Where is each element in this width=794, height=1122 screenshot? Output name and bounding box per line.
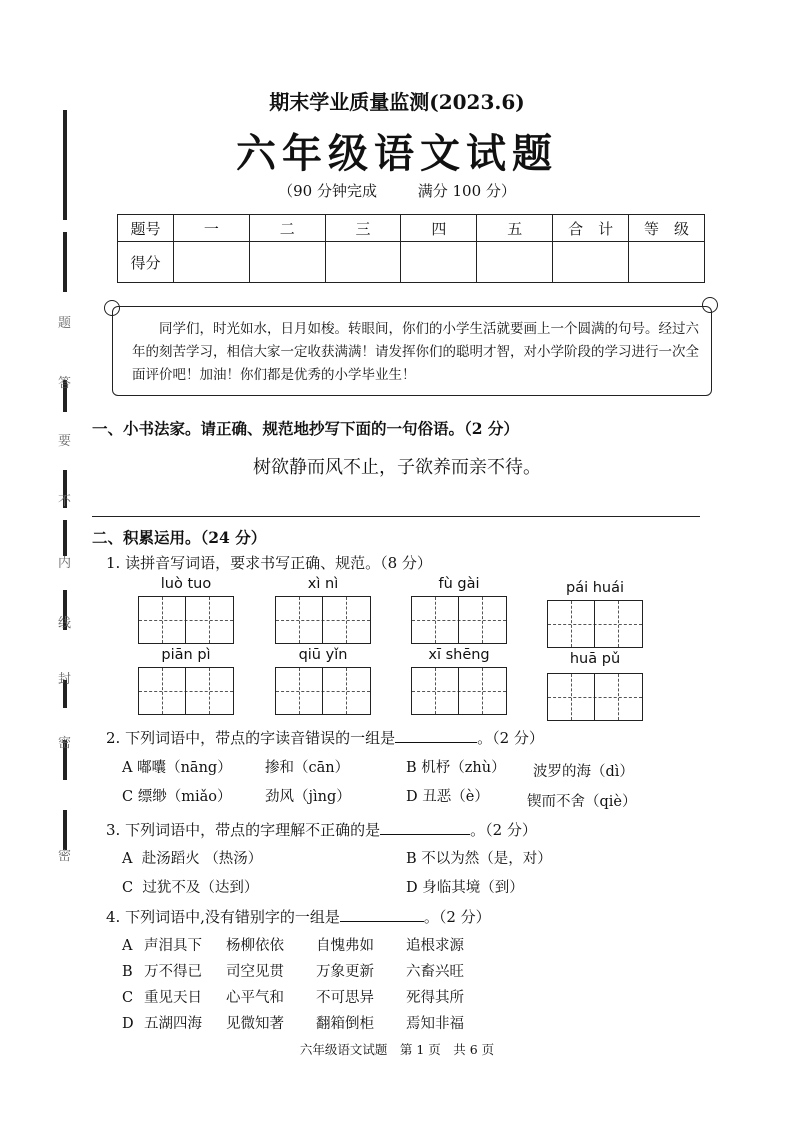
duration: （90 分钟完成 (278, 182, 377, 200)
q3-option-d: D 身临其境（到） (406, 880, 524, 896)
pinyin-label: huā pǔ (569, 651, 621, 667)
pinyin-label: pái huái (565, 580, 625, 596)
page-title: 六年级语文试题 (236, 130, 558, 177)
q2-option-a: A 嘟囔（nāng） (122, 760, 232, 776)
q2-stem-text: 2. 下列词语中，带点的字读音错误的一组是 (106, 729, 396, 747)
q1-stem: 1. 读拼音写词语，要求书写正确、规范。（8 分） (106, 554, 432, 572)
score-cell[interactable] (477, 242, 553, 283)
binding-char: 不 (58, 494, 72, 509)
section-1-heading: 一、小书法家。请正确、规范地抄写下面的一句俗语。（2 分） (92, 419, 519, 438)
section-2-heading: 二、积累运用。（24 分） (92, 528, 267, 547)
writing-grid[interactable] (138, 596, 234, 644)
q3-stem-text: 3. 下列词语中，带点的字理解不正确的是 (106, 821, 381, 839)
writing-grid[interactable] (411, 667, 507, 715)
score-header-cell: 四 (401, 215, 477, 242)
score-cell[interactable] (173, 242, 249, 283)
page-footer: 六年级语文试题 第 1 页 共 6 页 (299, 1042, 495, 1057)
q4-stem-text: 4. 下列词语中,没有错别字的一组是 (106, 908, 340, 926)
q2-option-b: B 机杼（zhù） (406, 760, 506, 776)
pinyin-label: luò tuo (160, 576, 212, 592)
binding-char: 封 (58, 672, 72, 687)
answer-blank[interactable] (340, 907, 424, 922)
proverb: 树欲静而风不止，子欲养而亲不待。 (253, 457, 541, 478)
binding-char: 线 (58, 616, 72, 631)
score-header-cell: 题号 (118, 215, 174, 242)
binding-char: 密 (58, 849, 72, 864)
intro-text: 同学们，时光如水，日月如梭。转眼间，你们的小学生活就要画上一个圆满的句号。经过六年的刻苦学习，相信大家一定收获满满！请发挥你们的聪明才智，对小学阶段的学习进行一次全面评价吧！加油！你们都是优秀的小学毕业生！ (132, 321, 699, 383)
writing-grid[interactable] (547, 600, 643, 648)
score-header-cell: 等 级 (629, 215, 705, 242)
q3-option-b: B 不以为然（是，对） (406, 851, 552, 867)
binding-char: 密 (58, 736, 72, 751)
score-cell[interactable] (629, 242, 705, 283)
full-score: 满分 100 分） (417, 182, 516, 200)
binding-char: 内 (58, 556, 72, 571)
q4-stem (106, 906, 491, 927)
exam-info (0, 180, 794, 201)
writing-grid[interactable] (547, 673, 643, 721)
q2-option-d: D 丑恶（è） (406, 789, 489, 805)
q2-option-c-2: 劲风（jìng） (265, 789, 351, 805)
scroll-curl-right (702, 297, 718, 313)
q3-stem-score: 。（2 分） (470, 821, 537, 839)
writing-line (92, 516, 700, 517)
q2-stem-score: 。（2 分） (477, 729, 544, 747)
binding-char: 题 (58, 316, 72, 331)
pinyin-label: piān pì (161, 647, 211, 663)
q2-stem (106, 727, 544, 748)
score-cell[interactable] (553, 242, 629, 283)
writing-grid[interactable] (275, 596, 371, 644)
score-header-cell: 三 (325, 215, 401, 242)
q4-stem-score: 。（2 分） (423, 908, 491, 926)
pinyin-label: xī shēng (428, 647, 490, 663)
q4-row-c: C 重见天日 心平气和 不可思异 死得其所 (122, 990, 464, 1006)
q4-row-d: D 五湖四海 见微知著 翻箱倒柜 焉知非福 (122, 1016, 464, 1032)
writing-grid[interactable] (138, 667, 234, 715)
q2-option-a-2: 掺和（cān） (265, 760, 350, 776)
writing-grid[interactable] (275, 667, 371, 715)
q2-option-b-2: 波罗的海（dì） (533, 764, 634, 780)
binding-line-5 (63, 520, 67, 556)
answer-blank[interactable] (395, 728, 477, 743)
scroll-curl-left (104, 300, 120, 316)
score-cell[interactable] (401, 242, 477, 283)
q4-row-b: B 万不得已 司空见贯 万象更新 六畜兴旺 (122, 964, 464, 980)
q3-stem (106, 819, 537, 840)
score-header-cell: 二 (249, 215, 325, 242)
q3-option-a: A 赴汤蹈火 （热汤） (122, 851, 263, 867)
exam-name: 期末学业质量监测(2023.6) (269, 90, 525, 114)
binding-char: 答 (58, 376, 72, 391)
binding-char: 要 (58, 434, 72, 449)
score-header-cell: 合 计 (553, 215, 629, 242)
q4-row-a: A 声泪具下 杨柳依依 自愧弗如 追根求源 (122, 938, 464, 954)
score-row-label: 得分 (118, 242, 174, 283)
binding-line-9 (63, 810, 67, 850)
pinyin-label: xì nì (307, 576, 339, 592)
pinyin-label: qiū yǐn (298, 647, 348, 663)
score-table (117, 214, 705, 283)
binding-line-2 (63, 232, 67, 292)
pinyin-label: fù gài (438, 576, 480, 592)
score-header-cell: 一 (173, 215, 249, 242)
q3-option-c: C 过犹不及（达到） (122, 880, 259, 896)
score-header-cell: 五 (477, 215, 553, 242)
score-cell[interactable] (325, 242, 401, 283)
score-cell[interactable] (249, 242, 325, 283)
answer-blank[interactable] (380, 820, 470, 835)
writing-grid[interactable] (411, 596, 507, 644)
q2-option-c: C 缥缈（miǎo） (122, 789, 232, 805)
q2-option-d-2: 锲而不舍（qiè） (527, 794, 637, 810)
